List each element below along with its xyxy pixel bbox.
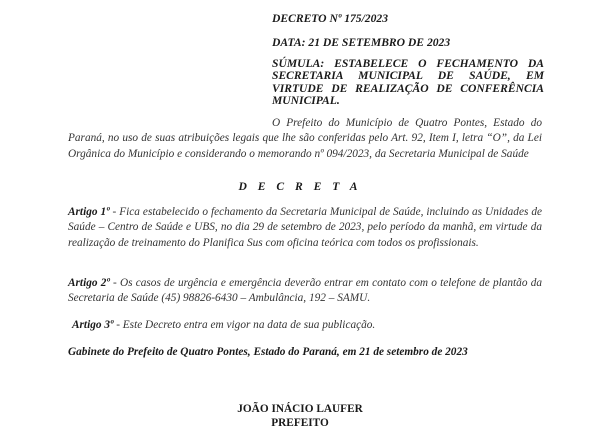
decree-date: DATA: 21 DE SETEMBRO DE 2023 xyxy=(272,36,451,49)
article-2 xyxy=(68,276,542,307)
signatory-title: PREFEITO xyxy=(271,417,329,429)
decree-summary: SÚMULA: ESTABELECE O FECHAMENTO DA SECRETARIA MUNICIPAL DE SAÚDE, EM VIRTUDE DE REALIZAÇÃO DE CONFERÊNCIA MUNICIPAL. xyxy=(272,57,544,108)
decreta-heading: D E C R E T A xyxy=(238,180,362,193)
article-1-text: - Fica estabelecido o fechamento da Secretaria Municipal de Saúde, incluindo as Unidades de Saúde – Centro de Saúde e UBS, no dia 29 de setembro de 2023, pelo período da manhã, em virtude da realização de treinamento do Planifica Sus com oficina teórica com todos os profissionais. xyxy=(68,206,542,249)
article-3-label: Artigo 3º xyxy=(72,319,114,331)
article-2-text: - Os casos de urgência e emergência deverão entrar em contato com o telefone de plantão da Secretaria de Saúde (45) 98826-6430 – Ambulância, 192 – SAMU. xyxy=(68,277,542,305)
article-3-text: - Este Decreto entra em vigor na data de sua publicação. xyxy=(113,319,376,331)
article-2-label: Artigo 2º xyxy=(68,277,110,289)
decree-number: DECRETO Nº 175/2023 xyxy=(272,12,388,25)
article-3 xyxy=(72,318,546,333)
article-1 xyxy=(68,205,542,251)
closing-line: Gabinete do Prefeito de Quatro Pontes, Estado do Paraná, em 21 de setembro de 2023 xyxy=(68,346,468,358)
article-1-label: Artigo 1º xyxy=(68,206,110,218)
preamble: O Prefeito do Município de Quatro Pontes, Estado do Paraná, no uso de suas atribuições legais que lhe são conferidas pelo Art. 92, Item I, letra “O”, da Lei Orgânica do Município e considerando o memorando nº 094/2023, da Secretaria Municipal de Saúde xyxy=(68,117,542,160)
signatory-name: JOÃO INÁCIO LAUFER xyxy=(237,403,363,415)
